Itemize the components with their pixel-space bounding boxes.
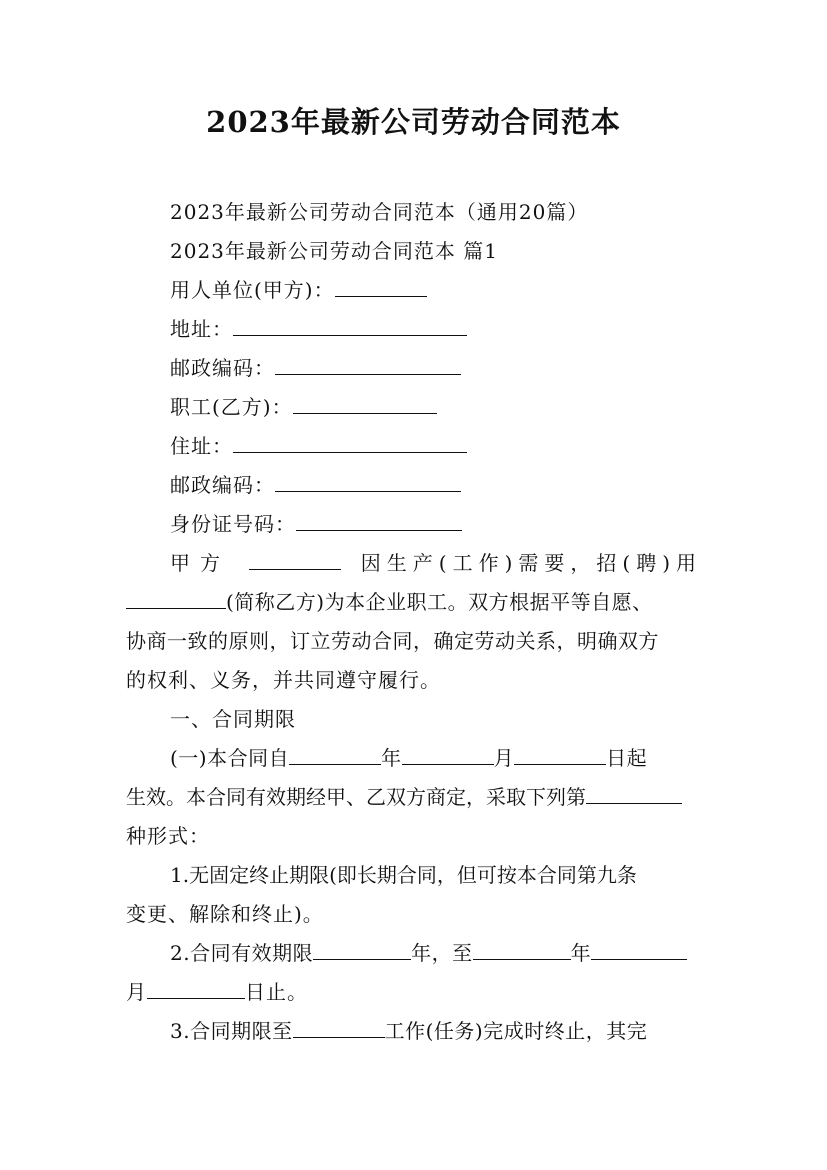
clause-1-blank-day xyxy=(514,746,606,765)
item-3-line-1 xyxy=(170,1017,647,1045)
item-2-line-1 xyxy=(170,939,687,967)
item-3-text-a: 3.合同期限至 xyxy=(170,1019,293,1043)
section-heading: 2023年最新公司劳动合同范本 篇1 xyxy=(170,239,498,263)
item-2-blank-year xyxy=(473,941,571,960)
clause-1-text-a: (一)本合同自 xyxy=(170,746,290,770)
paragraph-1-line-1 xyxy=(170,549,702,577)
clause-1-line-1 xyxy=(170,744,647,772)
clause-1-blank-month xyxy=(402,746,494,765)
clause-1-text-d: 日起 xyxy=(606,746,648,770)
item-2-text-c: 年 xyxy=(570,941,592,965)
paragraph-1-line-3: 协商一致的原则，订立劳动合同，确定劳动关系，明确双方 xyxy=(126,629,659,653)
employee-label: 职工(乙方)： xyxy=(170,395,293,419)
postcode-field-1 xyxy=(170,354,461,382)
postcode-blank-2 xyxy=(275,473,461,492)
clause-1-text-l2: 生效。本合同有效期经甲、乙双方商定，采取下列第 xyxy=(126,785,586,809)
postcode-label-2: 邮政编码： xyxy=(170,473,275,497)
page-title: 2023年最新公司劳动合同范本 xyxy=(206,105,621,139)
address-blank-2 xyxy=(233,434,467,453)
item-2-text-a: 2.合同有效期限 xyxy=(170,941,314,965)
clause-1-text-b: 年 xyxy=(381,746,402,770)
item-1-line-2: 变更、解除和终止)。 xyxy=(126,902,324,926)
employee-blank xyxy=(293,395,437,414)
para1-text-l2: (简称乙方)为本企业职工。双方根据平等自愿、 xyxy=(226,590,653,614)
employer-blank xyxy=(335,278,427,297)
document-subtitle: 2023年最新公司劳动合同范本（通用20篇） xyxy=(170,200,589,224)
item-2-line-2 xyxy=(126,978,308,1006)
employer-field xyxy=(170,276,427,304)
clause-1-line-3: 种形式： xyxy=(126,824,210,848)
address-field-2 xyxy=(170,432,467,460)
item-2-blank-years xyxy=(313,941,411,960)
paragraph-1-line-4: 的权利、义务，并共同遵守履行。 xyxy=(126,668,441,692)
para1-blank-1 xyxy=(249,551,341,570)
address-label-2: 住址： xyxy=(170,434,233,458)
heading-contract-term: 一、合同期限 xyxy=(170,707,296,731)
clause-1-line-2 xyxy=(126,783,682,811)
employee-field xyxy=(170,393,437,421)
id-number-blank xyxy=(296,512,462,531)
item-3-blank-task xyxy=(293,1019,385,1038)
id-number-label: 身份证号码： xyxy=(170,512,296,536)
item-2-text-b: 年，至 xyxy=(411,941,473,965)
postcode-field-2 xyxy=(170,471,461,499)
clause-1-text-c: 月 xyxy=(493,746,515,770)
postcode-blank-1 xyxy=(275,356,461,375)
item-2-text-end: 日止。 xyxy=(245,980,308,1004)
address-label-1: 地址： xyxy=(170,317,233,341)
address-field-1 xyxy=(170,315,467,343)
paragraph-1-line-2 xyxy=(126,588,653,616)
clause-1-blank-choice xyxy=(586,785,682,804)
item-2-blank-day xyxy=(147,980,245,999)
id-number-field xyxy=(170,510,462,538)
para1-text-a: 甲方 xyxy=(170,551,230,575)
item-2-text-month: 月 xyxy=(126,980,147,1004)
para1-blank-2 xyxy=(126,590,226,609)
para1-text-b: 因生产(工作)需要，招(聘)用 xyxy=(360,551,702,575)
clause-1-blank-year xyxy=(289,746,381,765)
postcode-label-1: 邮政编码： xyxy=(170,356,275,380)
item-2-blank-month xyxy=(591,941,687,960)
employer-label: 用人单位(甲方)： xyxy=(170,278,335,302)
item-1-line-1: 1.无固定终止期限(即长期合同，但可按本合同第九条 xyxy=(170,863,637,887)
item-3-text-b: 工作(任务)完成时终止，其完 xyxy=(384,1019,648,1043)
address-blank-1 xyxy=(233,317,467,336)
